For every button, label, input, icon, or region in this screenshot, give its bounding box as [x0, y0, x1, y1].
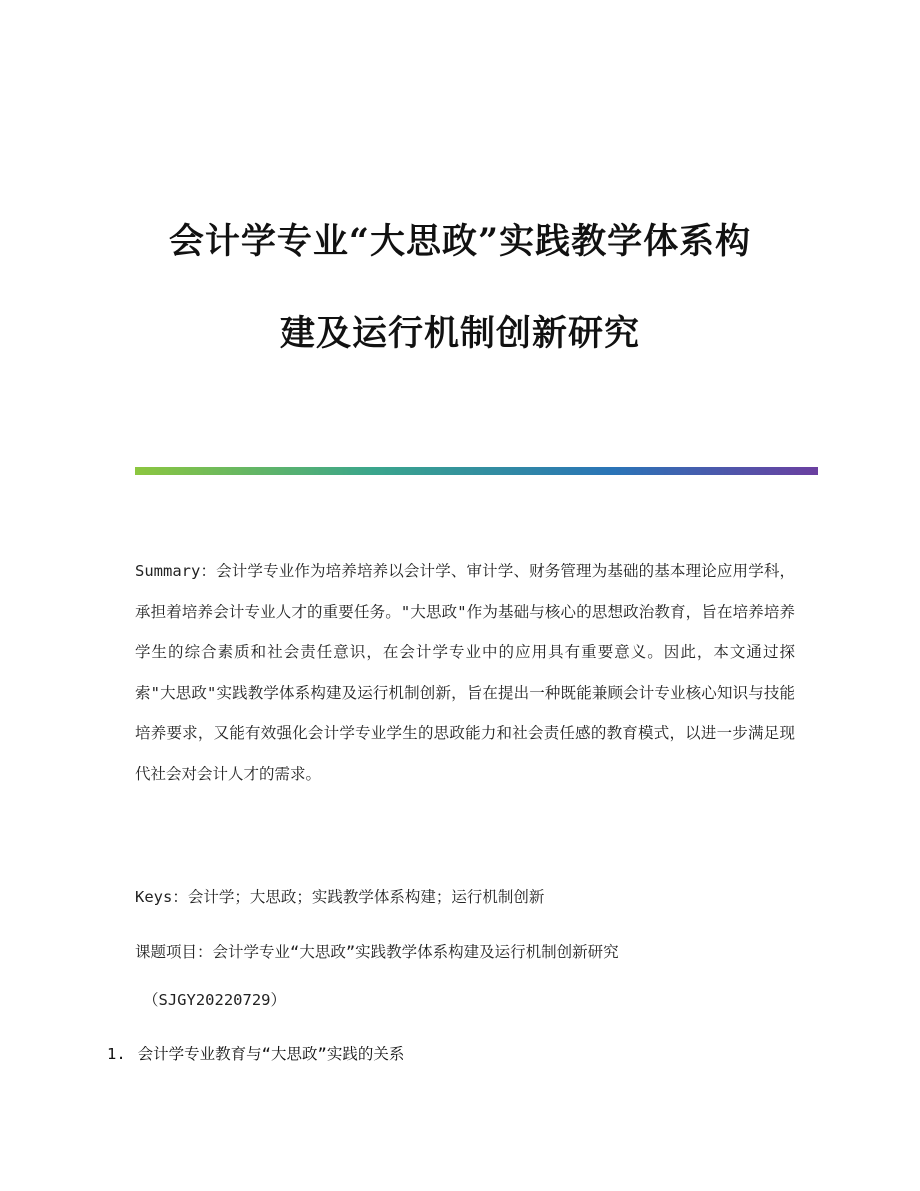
- keywords-line: Keys：会计学；大思政；实践教学体系构建；运行机制创新: [135, 888, 545, 906]
- document-title-line-2: 建及运行机制创新研究: [279, 313, 640, 354]
- section-number: 1.: [107, 1045, 126, 1063]
- project-code: （SJGY20220729）: [143, 991, 286, 1009]
- section-title: 会计学专业教育与“大思政”实践的关系: [137, 1045, 405, 1063]
- title-divider: [135, 467, 818, 475]
- project-line: 课题项目：会计学专业“大思政”实践教学体系构建及运行机制创新研究: [135, 943, 619, 961]
- summary-paragraph: Summary：会计学专业作为培养培养以会计学、审计学、财务管理为基础的基本理论应用学科，承担着培养会计专业人才的重要任务。"大思政"作为基础与核心的思想政治教育，旨在培养培养学生的综合素质和社会责任意识，在会计学专业中的应用具有重要意义。因此，本文通过探索"大思政"实践教学体系构建及运行机制创新，旨在提出一种既能兼顾会计专业核心知识与技能培养要求，又能有效强化会计学专业学生的思政能力和社会责任感的教育模式，以进一步满足现代社会对会计人才的需求。: [135, 562, 795, 783]
- section-heading-1: [107, 1042, 404, 1064]
- document-title-line-1: 会计学专业“大思政”实践教学体系构: [168, 221, 752, 262]
